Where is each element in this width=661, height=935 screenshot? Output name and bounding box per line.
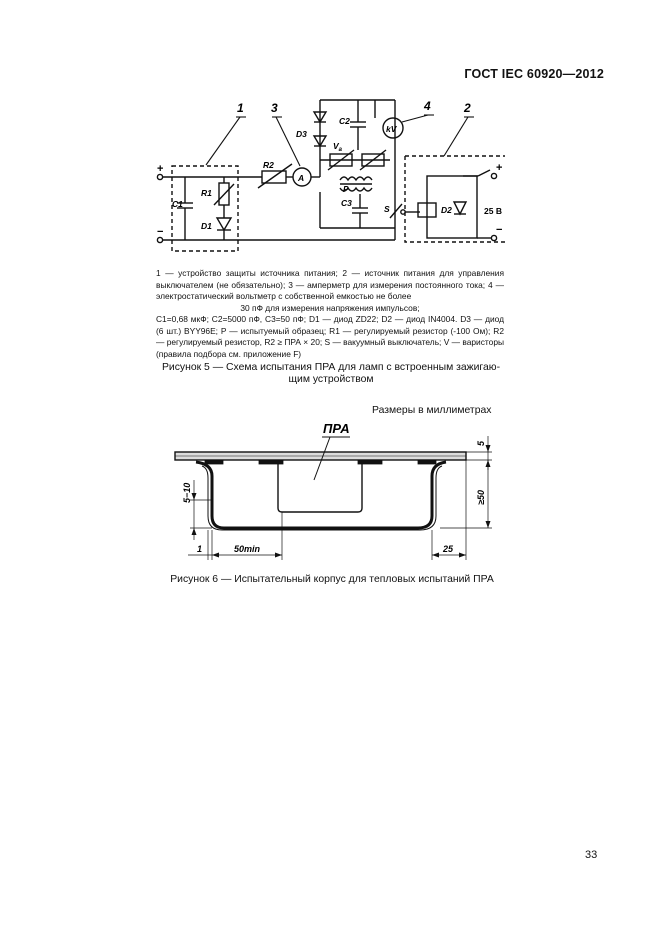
figure6-sizes-note: Размеры в миллиметрах [372,405,492,416]
callout-1: 1 [237,101,244,115]
dim-5-10: 5−10 [182,482,192,503]
label-D2: D2 [441,205,452,215]
terminal-plus-right: + [496,162,503,174]
legend-para-3: C1=0,68 мкФ; C2=5000 пФ, C3=50 пФ; D1 — диод ZD22; D2 — диод IN4004. D3 — диод (6 шт.) BYY96E; P — испытуемый образец; R1 — регулируемый резистор (-100 Ом); R2 — регулируемый резистор, R2 ≥ ПРА × 20; S — вакуумный выключатель; V — варисторы (правила подбора см. приложение F) [156,314,504,359]
label-ammeter: A [298,173,305,183]
callout-2: 2 [464,101,471,115]
dim-25: 25 [443,544,454,554]
label-C1: C1 [172,199,183,209]
label-kV: kV [386,124,397,134]
label-D3: D3 [296,129,307,139]
label-25V: 25 В [484,206,502,216]
figure6-caption: Рисунок 6 — Испытательный корпус для тепловых испытаний ПРА [170,574,494,585]
dim-50min: 50min [234,544,261,554]
callout-3: 3 [271,101,278,115]
label-C2: C2 [339,116,350,126]
callout-4: 4 [424,99,431,113]
terminal-minus-left: − [157,226,164,238]
label-Va: $V_a$ [333,141,343,153]
legend-para-1: 1 — устройство защиты источника питания; 2 — источник питания для управления выключателем (не обязательно); 3 — амперметр для измерения постоянного тока; 4 — электростатический вольтметр с собственной емкостью не более [156,268,504,301]
page-number: 33 [585,849,598,861]
terminal-plus-left: + [157,163,164,175]
label-D1: D1 [201,221,212,231]
label-S: S [384,204,390,214]
label-P: P [343,184,349,194]
dim-5: 5 [476,440,486,446]
label-C3: C3 [341,198,352,208]
dim-1: 1 [197,544,203,554]
terminal-minus-right: − [496,224,503,236]
legend-para-2: 30 пФ для измерения напряжения импульсов; [240,302,420,313]
dim-50: ≥50 [476,490,486,505]
label-pra: ПРА [323,421,350,436]
figure5-caption: Рисунок 5 — Схема испытания ПРА для ламп с встроенным зажигаю- щим устройством [161,362,501,385]
label-R1: R1 [201,188,212,198]
document-header: ГОСТ IEC 60920—2012 [464,67,604,81]
label-R2: R2 [263,160,274,170]
